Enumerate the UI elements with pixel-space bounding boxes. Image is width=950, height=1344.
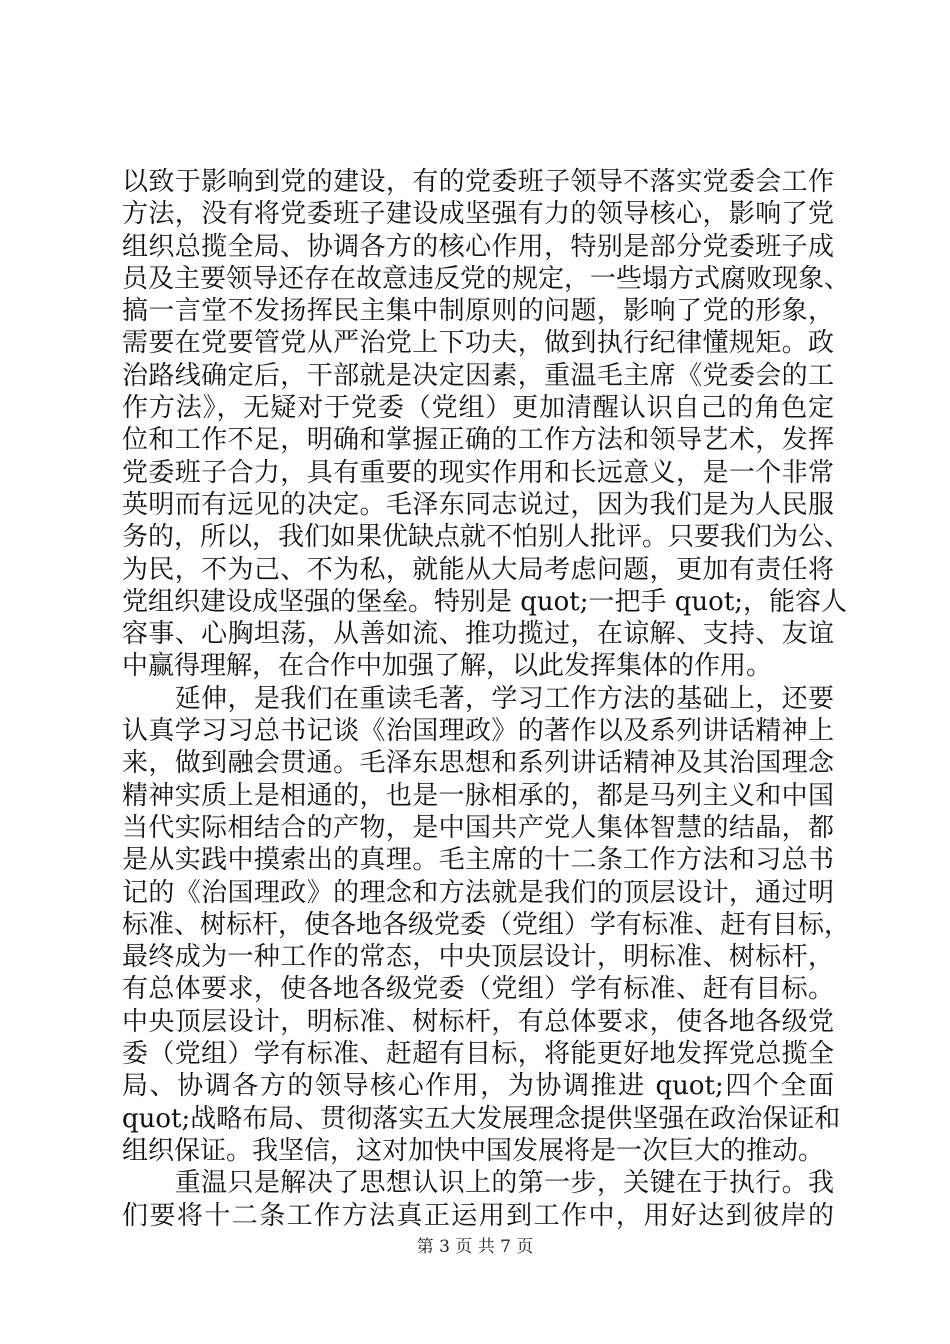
text-line: 们要将十二条工作方法真正运用到工作中，用好达到彼岸的 bbox=[122, 1200, 834, 1231]
text-line: 来，做到融会贯通。毛泽东思想和系列讲话精神及其治国理念 bbox=[122, 748, 834, 779]
text-line: 需要在党要管党从严治党上下功夫，做到执行纪律懂规矩。政 bbox=[122, 328, 834, 359]
text-line: quot;战略布局、贯彻落实五大发展理念提供坚强在政治保证和 bbox=[122, 1103, 841, 1134]
text-line: 精神实质上是相通的，也是一脉相承的，都是马列主义和中国 bbox=[122, 780, 834, 811]
text-line: 重温只是解决了思想认识上的第一步，关键在于执行。我 bbox=[122, 1168, 834, 1199]
text-line: 委（党组）学有标准、赶超有目标，将能更好地发挥党总揽全 bbox=[122, 1039, 834, 1070]
text-line: 党委班子合力，具有重要的现实作用和长远意义，是一个非常 bbox=[122, 457, 834, 488]
text-line: 组织保证。我坚信，这对加快中国发展将是一次巨大的推动。 bbox=[122, 1135, 825, 1166]
text-line: 中央顶层设计，明标准、树标杆，有总体要求，使各地各级党 bbox=[122, 1006, 834, 1037]
text-line: 记的《治国理政》的理念和方法就是我们的顶层设计，通过明 bbox=[122, 877, 834, 908]
text-line: 位和工作不足，明确和掌握正确的工作方法和领导艺术，发挥 bbox=[122, 425, 834, 456]
document-body bbox=[122, 166, 851, 1232]
text-line: 容事、心胸坦荡，从善如流、推功揽过，在谅解、支持、友谊 bbox=[122, 619, 834, 650]
text-line: 为民，不为己、不为私，就能从大局考虑问题，更加有责任将 bbox=[122, 554, 834, 585]
text-line: 搞一言堂不发扬挥民主集中制原则的问题，影响了党的形象， bbox=[122, 296, 834, 327]
text-line: 组织总揽全局、协调各方的核心作用，特别是部分党委班子成 bbox=[122, 231, 834, 262]
text-line: 方法，没有将党委班子建设成坚强有力的领导核心，影响了党 bbox=[122, 199, 834, 230]
text-line: 中赢得理解，在合作中加强了解，以此发挥集体的作用。 bbox=[122, 651, 773, 682]
text-line: 局、协调各方的领导核心作用，为协调推进 quot;四个全面 bbox=[122, 1071, 834, 1102]
text-line: 英明而有远见的决定。毛泽东同志说过，因为我们是为人民服 bbox=[122, 489, 834, 520]
text-line: 是从实践中摸索出的真理。毛主席的十二条工作方法和习总书 bbox=[122, 845, 834, 876]
text-line: 最终成为一种工作的常态，中央顶层设计，明标准、树标杆， bbox=[122, 942, 834, 973]
text-line: 员及主要领导还存在故意违反党的规定，一些塌方式腐败现象、 bbox=[122, 263, 851, 294]
page-number-footer: 第 3 页 共 7 页 bbox=[416, 1237, 534, 1257]
text-line: 党组织建设成坚强的堡垒。特别是 quot;一把手 quot;，能容人 bbox=[122, 586, 848, 617]
text-line: 认真学习习总书记谈《治国理政》的著作以及系列讲话精神上 bbox=[122, 716, 834, 747]
text-line: 当代实际相结合的产物，是中国共产党人集体智慧的结晶，都 bbox=[122, 812, 834, 843]
text-line: 以致于影响到党的建设，有的党委班子领导不落实党委会工作 bbox=[122, 167, 834, 197]
text-line: 作方法》，无疑对于党委（党组）更加清醒认识自己的角色定 bbox=[122, 393, 834, 424]
text-line: 标准、树标杆，使各地各级党委（党组）学有标准、赶有目标， bbox=[122, 909, 851, 940]
text-line: 务的，所以，我们如果优缺点就不怕别人批评。只要我们为公、 bbox=[122, 522, 851, 553]
text-line: 治路线确定后，干部就是决定因素，重温毛主席《党委会的工 bbox=[122, 360, 834, 391]
text-line: 有总体要求，使各地各级党委（党组）学有标准、赶有目标。 bbox=[122, 974, 834, 1005]
text-line: 延伸，是我们在重读毛著，学习工作方法的基础上，还要 bbox=[122, 683, 834, 714]
